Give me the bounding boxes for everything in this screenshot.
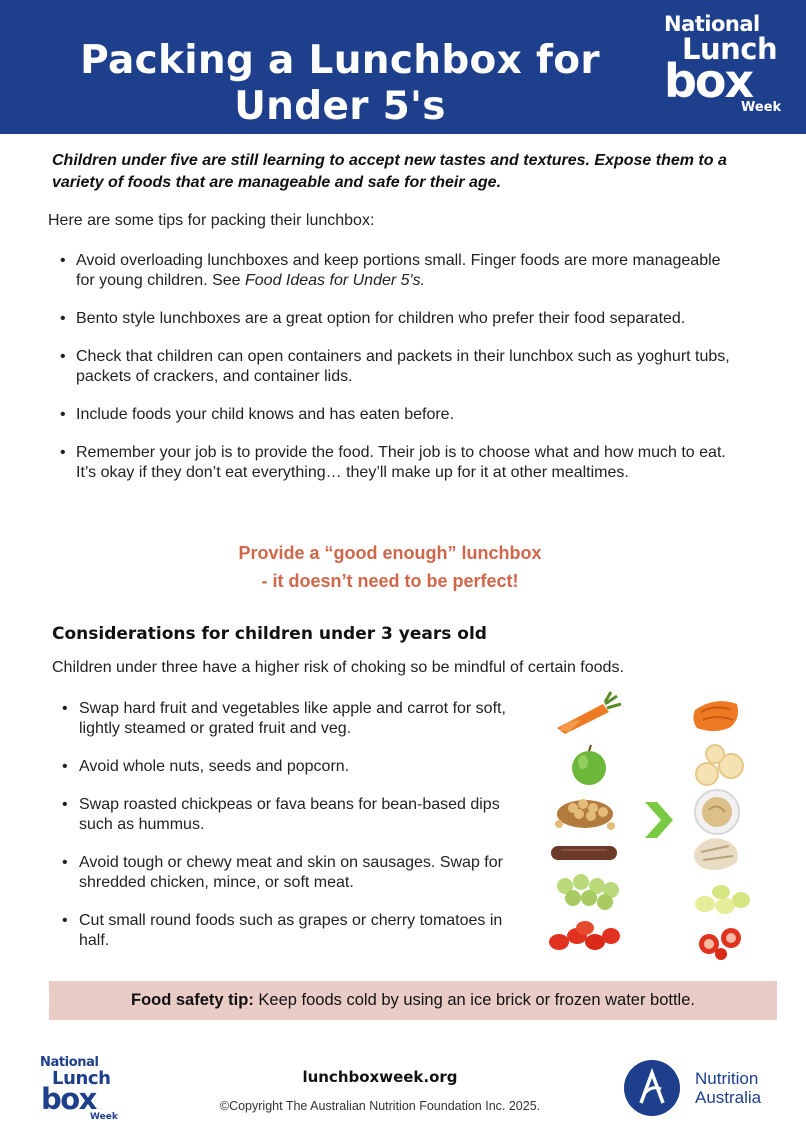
lunchbox-week-logo (664, 12, 790, 122)
good-enough-callout (100, 539, 680, 595)
carrot-icon (557, 692, 621, 734)
halved-grapes-icon (695, 885, 750, 914)
food-swap-illustration (545, 690, 770, 960)
header-banner (0, 0, 806, 134)
apple-icon (572, 745, 606, 785)
logo-line-week: Week (741, 100, 782, 115)
under3-item: • Swap hard fruit and vegetables like apple and carrot for soft, lightly steamed or grated fruit and veg. (62, 699, 532, 739)
na-line-1: Nutrition (695, 1069, 759, 1088)
grated-carrot-icon (693, 701, 738, 731)
callout-line-1: Provide a “good enough” lunchbox (238, 543, 542, 563)
website-link[interactable]: lunchboxweek.org (302, 1068, 458, 1086)
safety-label: Food safety tip: (130, 991, 254, 1009)
chevron-right-icon (645, 802, 673, 838)
tip-item: • Bento style lunchboxes are a great option for children who prefer their food separated. (60, 309, 740, 329)
sausage-icon (551, 846, 617, 860)
food-safety-tip (49, 981, 777, 1020)
safety-text: Keep foods cold by using an ice brick or frozen water bottle. (253, 991, 695, 1009)
nutrition-australia-logo (623, 1059, 783, 1115)
tip-item: • Remember your job is to provide the food. Their job is to choose what and how much to eat. It’s okay if they don’t eat everything… they’ll make up for it at other mealtimes. (60, 443, 740, 483)
under3-heading: Considerations for children under 3 years old (52, 624, 487, 644)
banana-slices-icon (696, 745, 743, 785)
tips-list (60, 251, 740, 483)
logo-line-lunch: Lunch (682, 32, 778, 66)
logo-line-box: box (664, 54, 753, 108)
lunchbox-week-logo-footer (40, 1055, 130, 1127)
shredded-chicken-icon (694, 838, 738, 870)
na-line-2: Australia (695, 1088, 762, 1107)
tip-link-text: Food Ideas for Under 5's. (245, 272, 426, 289)
tip-item (60, 251, 740, 291)
tip-item: • Include foods your child knows and has eaten before. (60, 405, 740, 425)
chickpeas-icon (555, 799, 615, 830)
halved-tomatoes-icon (699, 928, 741, 960)
page-title: Packing a Lunchbox for Under 5's (80, 38, 600, 129)
nutrition-australia-emblem-icon (623, 1059, 681, 1117)
callout-line-2: - it doesn’t need to be perfect! (261, 571, 519, 591)
under3-intro: Children under three have a higher risk of choking so be mindful of certain foods. (52, 659, 624, 676)
logo-line-box: box (41, 1082, 96, 1116)
tip-item: • Check that children can open containers and packets in their lunchbox such as yoghurt tubs, packets of crackers, and container lids. (60, 347, 740, 387)
copyright-text: ©Copyright The Australian Nutrition Foundation Inc. 2025. (219, 1099, 541, 1113)
under3-list (62, 699, 532, 951)
tip-text: Avoid overloading lunchboxes and keep portions small. Finger foods are more manageable for young children. See (76, 252, 721, 289)
logo-line-national: National (664, 12, 760, 36)
logo-line-national: National (40, 1055, 99, 1070)
tips-intro: Here are some tips for packing their lunchbox: (48, 212, 375, 229)
under3-item: • Avoid tough or chewy meat and skin on sausages. Swap for shredded chicken, mince, or soft meat. (62, 853, 532, 893)
grapes-icon (557, 874, 619, 910)
intro-text: Children under five are still learning to accept new tastes and textures. Expose them to a variety of foods that are manageable and safe for their age. (52, 152, 727, 191)
under3-item: • Swap roasted chickpeas or fava beans for bean-based dips such as hummus. (62, 795, 532, 835)
logo-line-lunch: Lunch (52, 1068, 111, 1089)
logo-line-week: Week (90, 1112, 118, 1122)
under3-item: • Avoid whole nuts, seeds and popcorn. (62, 757, 532, 777)
under3-item: • Cut small round foods such as grapes or cherry tomatoes in half. (62, 911, 532, 951)
hummus-icon (695, 790, 739, 834)
cherry-tomatoes-icon (549, 921, 620, 950)
